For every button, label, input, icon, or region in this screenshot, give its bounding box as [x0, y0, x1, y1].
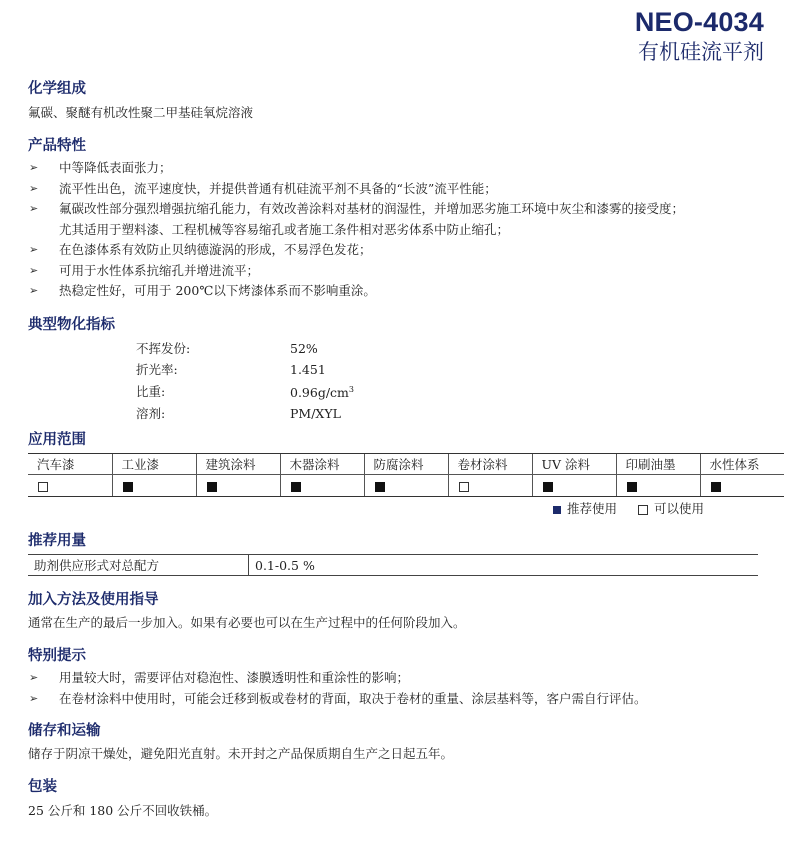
- legend-recommended-label: 推荐使用: [566, 501, 617, 516]
- arrow-bullet-icon: ➢: [29, 202, 39, 215]
- arrow-bullet-icon: ➢: [29, 263, 39, 277]
- empty-square-icon: [38, 482, 48, 492]
- product-code: NEO-4034: [634, 7, 764, 37]
- filled-square-icon: [375, 482, 385, 492]
- filled-square-icon: [627, 482, 637, 492]
- filled-square-icon: [553, 506, 561, 514]
- application-mark-cell: [112, 475, 196, 497]
- applications-header-row: [28, 454, 784, 475]
- arrow-bullet-icon: ➢: [29, 161, 39, 174]
- application-column-header: 汽车漆: [28, 454, 112, 475]
- property-value-superscript: 3: [348, 385, 354, 394]
- application-column-header: UV 涂料: [532, 454, 616, 475]
- legend-possible-label: 可以使用: [653, 501, 704, 516]
- packaging-title: 包装: [28, 779, 57, 795]
- list-item: ➢ 中等降低表面张力；: [28, 158, 684, 179]
- property-label: 折光率:: [136, 361, 178, 377]
- filled-square-icon: [207, 482, 217, 492]
- dosage-table: [28, 554, 758, 576]
- application-column-header: 印刷油墨: [616, 454, 700, 475]
- usage-title: 加入方法及使用指导: [28, 592, 159, 608]
- property-row: [136, 404, 354, 425]
- arrow-bullet-icon: ➢: [29, 243, 39, 256]
- application-column-header: 建筑涂料: [196, 454, 280, 475]
- list-item: ➢ 可用于水性体系抗缩孔并增进流平；: [28, 261, 684, 282]
- application-column-header: 木器涂料: [280, 454, 364, 475]
- properties-table: [136, 339, 354, 424]
- storage-text: 储存于阴凉干燥处，避免阳光直射。未开封之产品保质期自生产之日起五年。: [28, 746, 454, 761]
- property-value: PM/XYL: [290, 405, 341, 421]
- applications-marks-row: [28, 475, 784, 497]
- arrow-bullet-icon: ➢: [29, 181, 39, 195]
- application-mark-cell: [448, 475, 532, 497]
- application-mark-cell: [196, 475, 280, 497]
- application-mark-cell: [280, 475, 364, 497]
- property-value: 1.451: [290, 361, 326, 377]
- application-column-header: 卷材涂料: [448, 454, 532, 475]
- property-label: 溶剂:: [136, 405, 166, 421]
- list-item: ➢ 流平性出色，流平速度快，并提供普通有机硅流平剂不具备的“长波”流平性能；: [28, 179, 684, 200]
- empty-square-icon: [638, 505, 648, 515]
- application-column-header: 水性体系: [700, 454, 784, 475]
- packaging-text: 25 公斤和 180 公斤不回收铁桶。: [28, 803, 218, 818]
- property-value-cell: [290, 380, 354, 404]
- property-row: [136, 380, 354, 404]
- empty-square-icon: [459, 482, 469, 492]
- features-title: 产品特性: [28, 138, 86, 154]
- application-mark-cell: [364, 475, 448, 497]
- product-name: 有机硅流平剂: [638, 40, 764, 64]
- list-item: ➢ 氟碳改性部分强烈增强抗缩孔能力，有效改善涂料对基材的润湿性，并增加恶劣施工环境中灰尘和漆雾的接受度；: [28, 199, 684, 220]
- arrow-bullet-icon: ➢: [29, 671, 39, 684]
- property-value: 52%: [290, 341, 318, 356]
- arrow-bullet-icon: ➢: [29, 691, 39, 705]
- filled-square-icon: [291, 482, 301, 492]
- usage-text: 通常在生产的最后一步加入。如果有必要也可以在生产过程中的任何阶段加入。: [28, 615, 466, 630]
- property-label: 比重:: [136, 383, 166, 399]
- features-list: [28, 158, 684, 302]
- dosage-row: [28, 555, 758, 576]
- dosage-label: 助剂供应形式对总配方: [28, 555, 249, 576]
- storage-title: 储存和运输: [28, 723, 101, 739]
- application-column-header: 工业漆: [112, 454, 196, 475]
- filled-square-icon: [711, 482, 721, 492]
- dosage-title: 推荐用量: [28, 533, 86, 549]
- property-value: 0.96g/cm: [290, 385, 349, 401]
- application-mark-cell: [28, 475, 112, 497]
- list-item: ➢ 在色漆体系有效防止贝纳德漩涡的形成，不易浮色发花；: [28, 240, 684, 261]
- list-item: ➢ 热稳定性好，可用于 200℃以下烤漆体系而不影响重涂。: [28, 281, 684, 302]
- applications-legend: [552, 499, 704, 517]
- application-mark-cell: [616, 475, 700, 497]
- composition-text: 氟碳、聚醚有机改性聚二甲基硅氧烷溶液: [28, 105, 254, 120]
- property-row: [136, 339, 354, 360]
- property-row: [136, 360, 354, 381]
- composition-title: 化学组成: [28, 81, 86, 97]
- applications-table: [28, 453, 784, 497]
- property-label: 不挥发份:: [136, 341, 191, 356]
- notes-list: [28, 668, 647, 709]
- list-item: ➢ 在卷材涂料中使用时，可能会迁移到板或卷材的背面，取决于卷材的重量、涂层基料等，客户需自行评估。: [28, 689, 647, 710]
- dosage-value: 0.1-0.5 %: [249, 555, 759, 576]
- properties-title: 典型物化指标: [28, 317, 115, 333]
- list-item: ➢ 用量较大时，需要评估对稳泡性、漆膜透明性和重涂性的影响；: [28, 668, 647, 689]
- filled-square-icon: [123, 482, 133, 492]
- arrow-bullet-icon: ➢: [29, 284, 39, 297]
- application-mark-cell: [532, 475, 616, 497]
- notes-title: 特别提示: [28, 648, 86, 664]
- list-item-continuation: 尤其适用于塑料漆、工程机械等容易缩孔或者施工条件相对恶劣体系中防止缩孔；: [59, 221, 510, 237]
- application-mark-cell: [700, 475, 784, 497]
- application-column-header: 防腐涂料: [364, 454, 448, 475]
- document-header: [635, 6, 764, 66]
- filled-square-icon: [543, 482, 553, 492]
- applications-title: 应用范围: [28, 432, 86, 448]
